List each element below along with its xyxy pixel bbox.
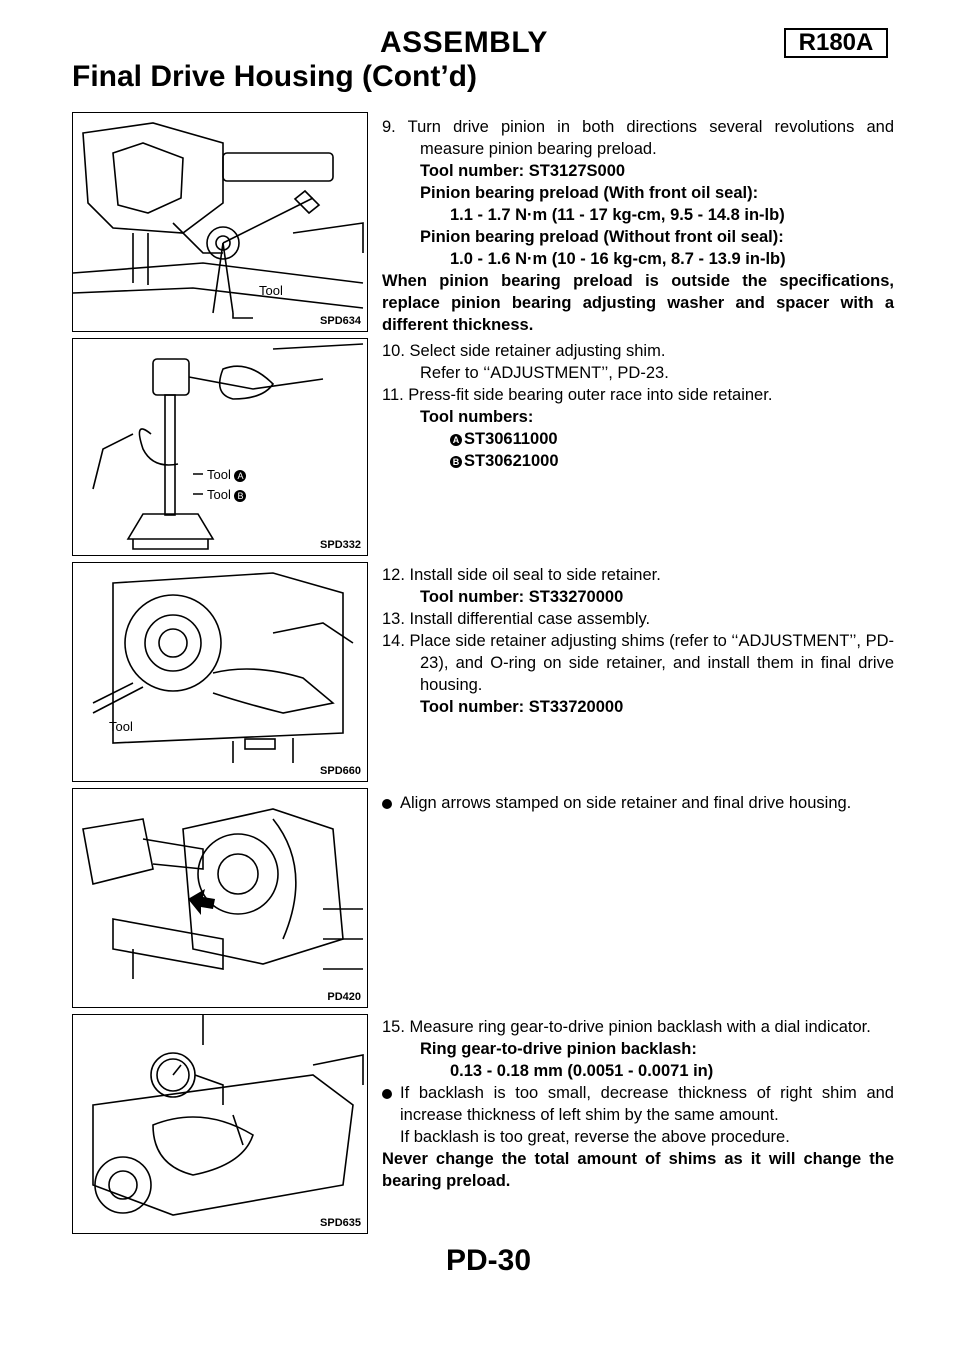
- step-10-text: 10. Select side retainer adjusting shim.: [382, 342, 666, 360]
- torque-wrench-illustration-icon: [73, 113, 368, 332]
- press-fit-drift-illustration-icon: [73, 339, 368, 556]
- figure-id: SPD634: [320, 315, 361, 327]
- step-14-tool: Tool number: ST33720000: [420, 698, 624, 716]
- backlash-label: Ring gear-to-drive pinion backlash:: [420, 1040, 697, 1058]
- figure-spd634: [72, 112, 368, 332]
- backlash-value: 0.13 - 0.18 mm (0.0051 - 0.0071 in): [450, 1062, 714, 1080]
- model-badge: R180A: [784, 28, 888, 58]
- step-9-block: [382, 116, 894, 336]
- figure-spd660: [72, 562, 368, 782]
- oil-seal-install-illustration-icon: [73, 563, 368, 782]
- figure-tool-label: Tool: [109, 719, 133, 734]
- step-15-text: 15. Measure ring gear-to-drive pinion backlash with a dial indicator.: [382, 1018, 871, 1036]
- dial-indicator-illustration-icon: [73, 1015, 368, 1234]
- step-11-tools-label: Tool numbers:: [420, 408, 534, 426]
- step-9-text: 9. Turn drive pinion in both directions several revolutions and measure pinion bearing preload.: [382, 118, 894, 158]
- figure-id: SPD635: [320, 1217, 361, 1229]
- step-12-text: 12. Install side oil seal to side retainer.: [382, 566, 661, 584]
- bullet-icon: [382, 1089, 392, 1099]
- figure-id: SPD332: [320, 539, 361, 551]
- retainer-arrow-illustration-icon: [73, 789, 368, 1008]
- step-15-bullet-cont: If backlash is too great, reverse the above procedure.: [400, 1128, 790, 1146]
- step-9-tool: Tool number: ST3127S000: [420, 162, 626, 180]
- align-text: Align arrows stamped on side retainer and final drive housing.: [382, 792, 894, 814]
- step-14-text: 14. Place side retainer adjusting shims (refer to ‘‘ADJUSTMENT’’, PD-23), and O-ring on side retainer, and install them in final drive housing.: [382, 632, 894, 694]
- mark-a-icon: A: [450, 434, 462, 446]
- step-12-14-block: [382, 564, 894, 718]
- step-11-text: 11. Press-fit side bearing outer race into side retainer.: [382, 386, 773, 404]
- tool-b-item: B ST30621000: [382, 450, 894, 472]
- section-subtitle: Final Drive Housing (Cont’d): [72, 60, 477, 93]
- step-9-warning: When pinion bearing preload is outside the specifications, replace pinion bearing adjusting washer and spacer with a different thickness.: [382, 272, 894, 334]
- figure-tool-label: Tool: [259, 283, 283, 298]
- figure-tool-b-label: Tool B: [207, 487, 248, 502]
- step-10-ref: Refer to ‘‘ADJUSTMENT’’, PD-23.: [420, 364, 669, 382]
- mark-b-icon: B: [234, 490, 246, 502]
- page-number: PD-30: [446, 1244, 532, 1277]
- align-block: [382, 792, 894, 814]
- step-15-warning: Never change the total amount of shims as it will change the bearing preload.: [382, 1150, 894, 1190]
- bullet-icon: [382, 799, 392, 809]
- step-13-text: 13. Install differential case assembly.: [382, 610, 651, 628]
- figure-spd635: [72, 1014, 368, 1234]
- step-10-11-block: [382, 340, 894, 472]
- figure-id: PD420: [327, 991, 361, 1003]
- step-12-tool: Tool number: ST33270000: [420, 588, 624, 606]
- figure-id: SPD660: [320, 765, 361, 777]
- preload-without-label: Pinion bearing preload (Without front oil seal):: [420, 228, 784, 246]
- step-15-block: [382, 1016, 894, 1192]
- tool-a-item: A ST30611000: [382, 428, 894, 450]
- preload-with-value: 1.1 - 1.7 N·m (11 - 17 kg-cm, 9.5 - 14.8 in-lb): [450, 206, 785, 224]
- figure-tool-a-label: Tool A: [207, 467, 248, 482]
- mark-b-icon: B: [450, 456, 462, 468]
- figure-spd332: [72, 338, 368, 556]
- preload-without-value: 1.0 - 1.6 N·m (10 - 16 kg-cm, 8.7 - 13.9 in-lb): [450, 250, 786, 268]
- page-title: ASSEMBLY: [380, 26, 548, 59]
- step-15-bullet: If backlash is too small, decrease thickness of right shim and increase thickness of left shim by the same amount.: [382, 1082, 894, 1126]
- mark-a-icon: A: [234, 470, 246, 482]
- figure-pd420: [72, 788, 368, 1008]
- preload-with-label: Pinion bearing preload (With front oil seal):: [420, 184, 759, 202]
